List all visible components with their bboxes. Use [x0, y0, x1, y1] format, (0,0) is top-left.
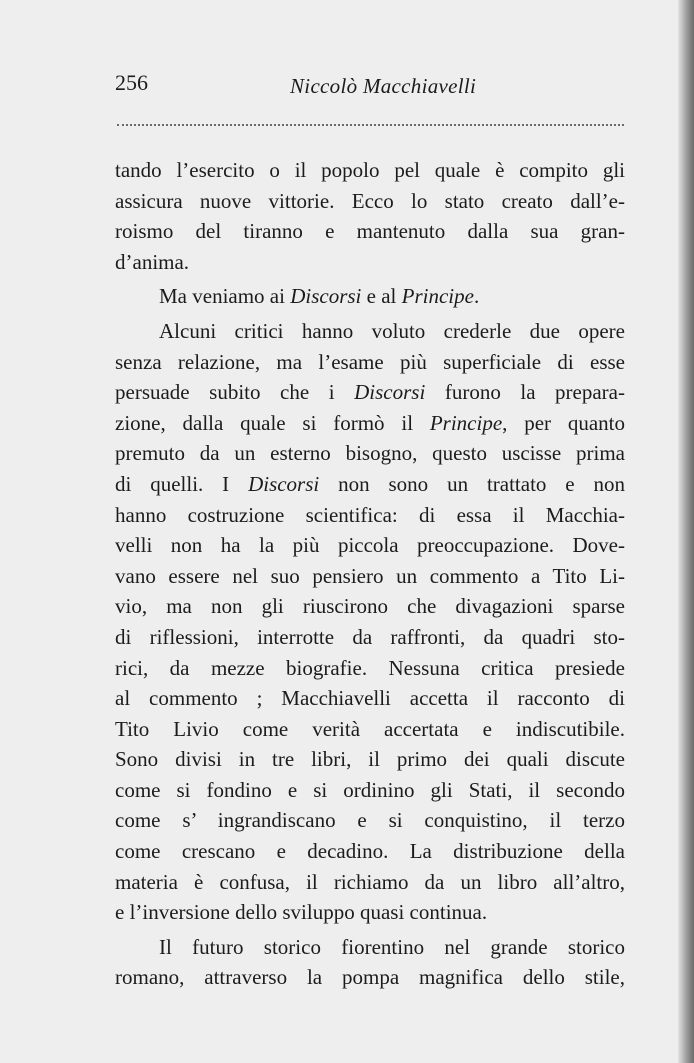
text-line: come crescano e decadino. La distribuzione della — [115, 839, 625, 864]
text-line: tando l’esercito o il popolo pel quale è compito gli — [115, 158, 625, 182]
text-line: d’anima. — [115, 249, 190, 274]
title-discorsi: Discorsi — [290, 284, 362, 309]
paragraph-2 — [115, 281, 625, 312]
paragraph-4 — [115, 932, 625, 993]
text-line: Sono divisi in tre libri, il primo dei quali discute — [115, 747, 625, 772]
page-number: 256 — [115, 70, 148, 95]
text-line: roismo del tiranno e mantenuto dalla sua gran- — [115, 219, 625, 244]
text-line: premuto da un esterno bisogno, questo uscisse prima — [115, 441, 625, 466]
header-dotted-rule — [117, 124, 624, 126]
text-line: Alcuni critici hanno voluto crederle due opere — [159, 318, 625, 343]
text-line: romano, attraverso la pompa magnifica dello stile, — [115, 965, 625, 990]
text-line: assicura nuove vittorie. Ecco lo stato creato dall’e- — [115, 188, 625, 213]
text-line: di quelli. I Discorsi non sono un trattato e non — [115, 471, 626, 496]
text-line: zione, dalla quale si formò il Principe, per quanto — [115, 410, 625, 435]
text-line: materia è confusa, il richiamo da un libro all’altro, — [115, 869, 625, 894]
text-line: vio, ma non gli riuscirono che divagazioni sparse — [115, 594, 625, 619]
text-line: di riflessioni, interrotte da raffronti, da quadri sto- — [115, 624, 625, 649]
text-line: hanno costruzione scientifica: di essa il Macchia- — [115, 502, 625, 527]
text-line: Tito Livio come verità accertata e indiscutibile. — [115, 716, 625, 741]
title-principe: Principe — [401, 284, 474, 309]
paragraph-1 — [115, 155, 625, 277]
paragraph-3 — [115, 316, 625, 928]
title-principe: Principe — [429, 410, 503, 435]
text-line: Ma veniamo ai Discorsi e al Principe. — [159, 284, 480, 309]
text-line: persuade subito che i Discorsi furono la prepara- — [115, 380, 625, 405]
title-discorsi: Discorsi — [248, 471, 320, 496]
text-line: senza relazione, ma l’esame più superficiale di esse — [115, 349, 625, 374]
text-line: e l’inversione dello sviluppo quasi continua. — [115, 900, 488, 925]
text-line: vano essere nel suo pensiero un commento a Tito Li- — [115, 563, 625, 588]
text-line: rici, da mezze biografie. Nessuna critica presiede — [115, 655, 625, 680]
body-text — [115, 155, 625, 997]
text-line: come s’ ingrandiscano e si conquistino, il terzo — [115, 808, 625, 833]
text-line: al commento ; Macchiavelli accetta il racconto di — [115, 686, 625, 711]
book-spine-shadow — [678, 0, 694, 1063]
text-line: velli non ha la più piccola preoccupazione. Dove- — [115, 533, 625, 558]
title-discorsi: Discorsi — [354, 380, 426, 405]
text-line: come si fondino e si ordinino gli Stati, il secondo — [115, 777, 625, 802]
running-title: Niccolò Macchiavelli — [290, 74, 477, 98]
text-line: Il futuro storico fiorentino nel grande storico — [159, 934, 625, 959]
